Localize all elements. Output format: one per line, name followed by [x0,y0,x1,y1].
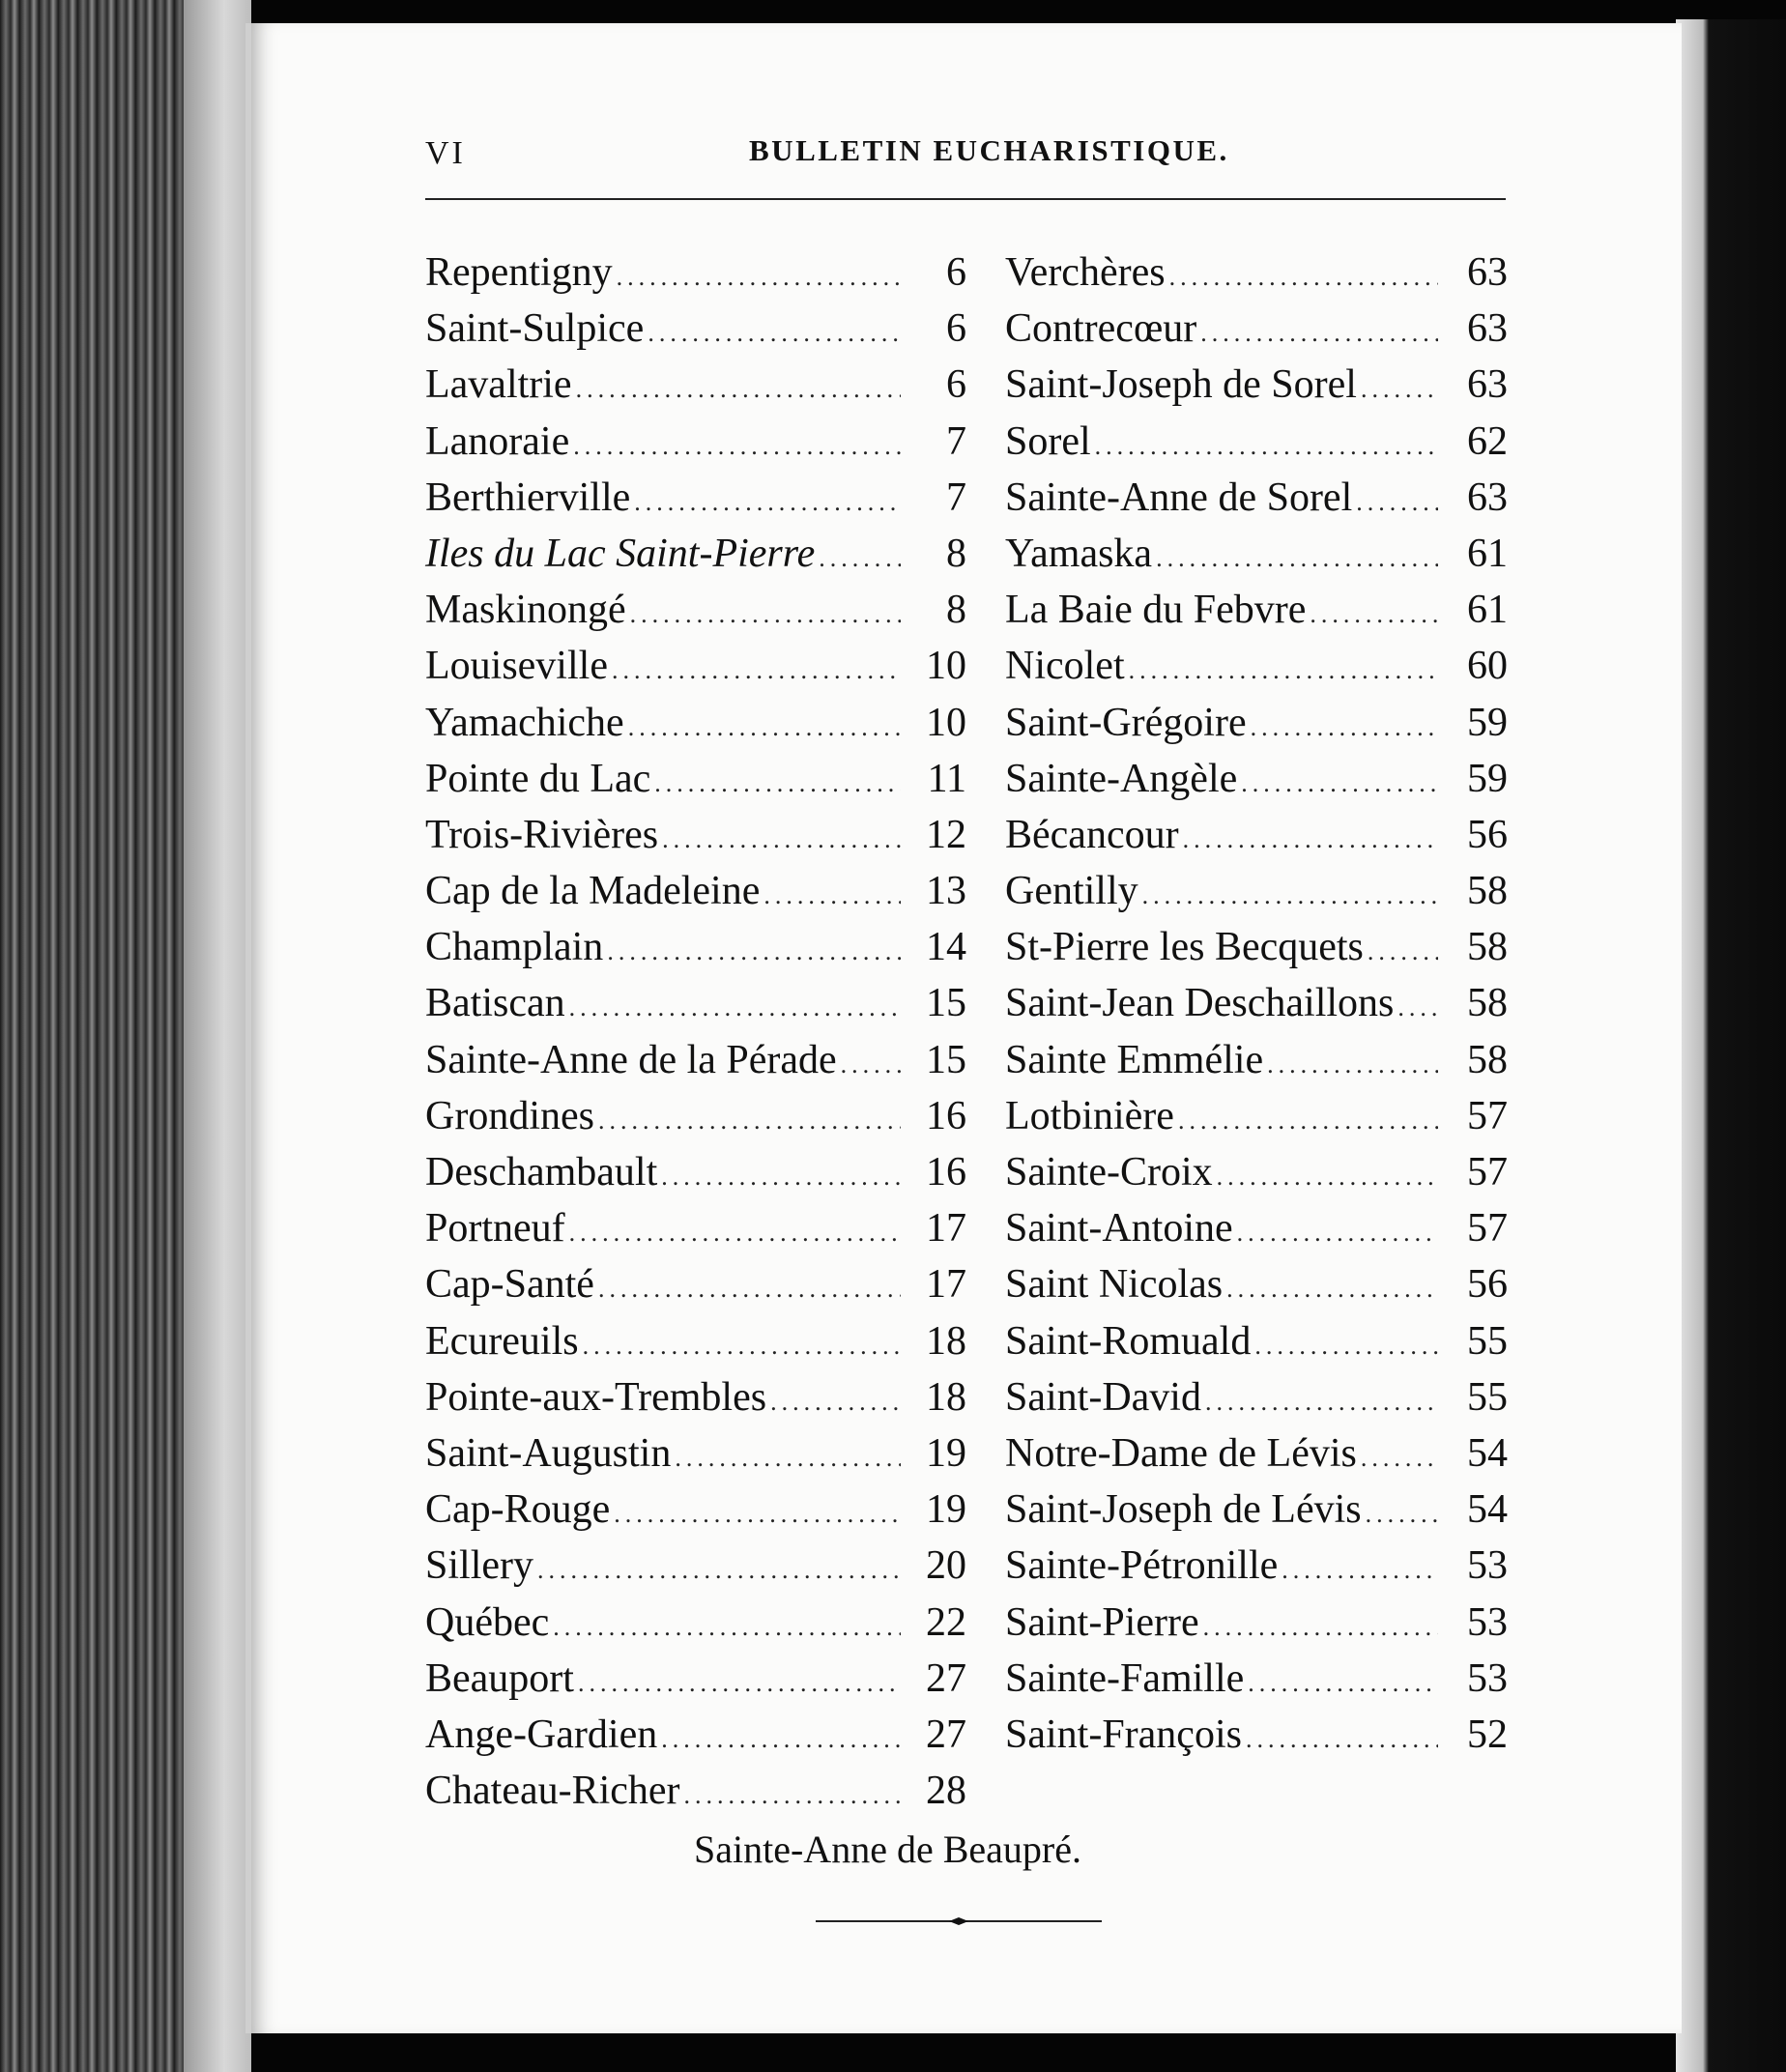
place-name: Repentigny [425,250,613,295]
dot-leader [1183,825,1438,854]
page-reference: 13 [926,869,966,914]
page-reference: 60 [1467,644,1508,689]
page-reference: 17 [926,1206,966,1252]
index-entry [1005,924,1508,980]
index-entry [425,1712,966,1768]
dot-leader [819,544,901,573]
index-entry [425,980,966,1036]
dot-leader [1368,937,1438,966]
place-name: Ange-Gardien [425,1712,658,1757]
page-reference: 58 [1467,869,1508,914]
place-name: Lavaltrie [425,362,572,408]
page-reference: 61 [1467,588,1508,633]
place-name: Portneuf [425,1206,565,1252]
page-reference: 59 [1467,756,1508,801]
index-entry [1005,587,1508,643]
page-reference: 14 [926,925,966,970]
dot-leader [598,1275,901,1304]
dot-leader [1248,1669,1438,1698]
index-entry [1005,1486,1508,1542]
page-reference: 57 [1467,1206,1508,1252]
index-entry [1005,1261,1508,1317]
page-reference: 15 [926,981,966,1026]
place-name: Saint-Antoine [1005,1206,1233,1252]
page-reference: 6 [946,362,966,408]
index-entry [1005,1093,1508,1149]
index-entry [425,305,966,361]
index-entry [1005,475,1508,531]
dot-leader [648,319,901,348]
page-number: VI [425,135,466,171]
closing-line: Sainte-Anne de Beaupré. [694,1827,1081,1871]
page-reference: 53 [1467,1655,1508,1701]
index-entry [425,1486,966,1542]
place-name: St-Pierre les Becquets [1005,925,1364,970]
dot-leader [1095,432,1438,461]
dot-leader [598,1107,901,1136]
index-entry [1005,1655,1508,1712]
dot-leader [612,656,901,685]
place-name: Nicolet [1005,644,1125,689]
page-reference: 63 [1467,306,1508,352]
page-reference: 54 [1467,1430,1508,1476]
place-name: Sainte Emmélie [1005,1037,1264,1082]
page-reference: 57 [1467,1093,1508,1138]
index-entry [1005,700,1508,756]
dot-leader [1310,600,1438,629]
place-name: Verchères [1005,250,1166,295]
index-entry [425,418,966,475]
place-name: Pointe du Lac [425,756,651,801]
place-name: Iles du Lac Saint-Pierre [425,531,816,576]
dot-leader [630,600,901,629]
dot-leader [1203,1613,1438,1642]
place-name: Yamachiche [425,700,624,745]
place-name: Sillery [425,1543,533,1589]
page-reference: 52 [1467,1712,1508,1757]
dot-leader [1200,319,1438,348]
page-reference: 27 [926,1655,966,1701]
page-reference: 19 [926,1430,966,1476]
place-name: Québec [425,1599,550,1645]
dot-leader [1142,881,1438,910]
index-entry [1005,361,1508,417]
place-name: Contrecœur [1005,306,1197,352]
place-name: Chateau-Richer [425,1769,680,1814]
index-entry [1005,249,1508,305]
dot-leader [537,1556,901,1585]
place-name: Champlain [425,925,604,970]
dot-leader [553,1613,901,1642]
dot-leader [1254,1332,1438,1361]
page-reference: 58 [1467,925,1508,970]
dot-leader [662,825,901,854]
page-reference: 16 [926,1093,966,1138]
page-reference: 17 [926,1262,966,1308]
index-entry [1005,1542,1508,1598]
page-reference: 7 [946,475,966,520]
index-entry [425,1430,966,1486]
place-name: Ecureuils [425,1318,579,1364]
index-column-right [1005,249,1508,1768]
index-entry [1005,812,1508,868]
page-reference: 63 [1467,362,1508,408]
running-head [425,122,1614,170]
dot-leader [569,993,901,1022]
dot-leader [583,1332,901,1361]
dot-leader [578,1669,901,1698]
place-name: Saint-Joseph de Lévis [1005,1487,1362,1533]
index-entry [1005,305,1508,361]
place-name: Saint-François [1005,1712,1242,1757]
place-name: Saint-Augustin [425,1430,672,1476]
dot-leader [1169,263,1438,292]
page-reference: 55 [1467,1318,1508,1364]
index-entry [1005,756,1508,812]
dot-leader [1237,1219,1438,1248]
place-name: Sainte-Anne de Sorel [1005,475,1353,520]
dot-leader [1361,375,1438,404]
place-name: Deschambault [425,1150,658,1194]
dot-leader [1246,1725,1438,1754]
tailpiece-ornament [816,1916,1102,1926]
index-entry [425,1261,966,1317]
index-entry [425,1374,966,1430]
dot-leader [654,769,901,798]
scan-border-right [1676,19,1786,2072]
index-entry [425,361,966,417]
index-entry [425,924,966,980]
index-entry [425,1093,966,1149]
dot-leader [1205,1388,1438,1417]
page-reference: 22 [926,1599,966,1645]
index-entry [425,1542,966,1598]
place-name: Batiscan [425,981,565,1026]
index-entry [425,475,966,531]
page-reference: 56 [1467,1262,1508,1308]
page-reference: 7 [946,418,966,464]
dot-leader [569,1219,901,1248]
page-reference: 18 [926,1318,966,1364]
header-rule [425,198,1506,200]
place-name: Lanoraie [425,418,570,464]
index-entry [425,1768,966,1824]
page-reference: 59 [1467,700,1508,745]
index-entry [425,531,966,587]
dot-leader [617,263,901,292]
index-entry [1005,531,1508,587]
page-reference: 54 [1467,1487,1508,1533]
index-entry [425,1599,966,1655]
page-reference: 57 [1467,1150,1508,1194]
running-title: BULLETIN EUCHARISTIQUE. [749,133,1229,167]
dot-leader [841,1050,901,1079]
dot-leader [770,1388,901,1417]
place-name: Saint-Romuald [1005,1318,1252,1364]
place-name: Maskinongé [425,588,626,633]
page-reference: 18 [926,1374,966,1420]
page-reference: 61 [1467,531,1508,576]
index-entry [1005,1149,1508,1205]
index-entry [425,1205,966,1261]
place-name: Saint-Jean Deschaillons [1005,981,1395,1026]
dot-leader [661,1725,901,1754]
dot-leader [684,1781,901,1810]
place-name: Sainte-Croix [1005,1150,1213,1194]
dot-leader [607,937,901,966]
page-reference: 62 [1467,418,1508,464]
dot-leader [1397,993,1438,1022]
index-entry [1005,868,1508,924]
dot-leader [1217,1163,1438,1192]
place-name: Saint-Grégoire [1005,700,1247,745]
page-reference: 53 [1467,1599,1508,1645]
dot-leader [1241,769,1438,798]
place-name: Saint-Joseph de Sorel [1005,362,1357,408]
page-reference: 10 [926,700,966,745]
page-reference: 28 [926,1769,966,1814]
dot-leader [634,488,901,517]
dot-leader [614,1500,901,1529]
place-name: Saint-David [1005,1374,1201,1420]
page-reference: 15 [926,1037,966,1082]
place-name: Cap de la Madeleine [425,869,761,914]
page-reference: 55 [1467,1374,1508,1420]
place-name: Sainte-Angèle [1005,756,1238,801]
page-reference: 12 [926,812,966,857]
place-name: Gentilly [1005,869,1138,914]
dot-leader [1156,544,1438,573]
book-page-edges [0,0,251,2072]
index-entry [425,812,966,868]
page-reference: 53 [1467,1543,1508,1589]
page-reference: 8 [946,531,966,576]
place-name: Louiseville [425,644,608,689]
index-entry [1005,1374,1508,1430]
place-name: Notre-Dame de Lévis [1005,1430,1357,1476]
page-reference: 63 [1467,250,1508,295]
place-name: Lotbinière [1005,1093,1174,1138]
place-name: Yamaska [1005,531,1153,576]
place-name: Pointe-aux-Trembles [425,1374,767,1420]
page-reference: 6 [946,250,966,295]
dot-leader [1251,713,1438,742]
page-reference: 20 [926,1543,966,1589]
index-entry [1005,1037,1508,1093]
index-entry [425,249,966,305]
index-entry [1005,980,1508,1036]
dot-leader [1356,488,1438,517]
page-reference: 10 [926,644,966,689]
place-name: Saint Nicolas [1005,1262,1224,1308]
place-name: Bécancour [1005,812,1179,857]
place-name: Saint-Sulpice [425,306,645,352]
index-entry [425,1037,966,1093]
place-name: Berthierville [425,475,631,520]
place-name: Beauport [425,1655,574,1701]
page-reference: 8 [946,588,966,633]
index-entry [1005,1318,1508,1374]
dot-leader [675,1444,901,1473]
index-entry [425,1655,966,1712]
page-reference: 16 [926,1150,966,1194]
place-name: Cap-Rouge [425,1487,611,1533]
page-reference: 58 [1467,981,1508,1026]
place-name: Sorel [1005,418,1091,464]
index-column-left [425,249,966,1824]
dot-leader [573,432,901,461]
dot-leader [628,713,901,742]
dot-leader [1178,1107,1438,1136]
index-entry [425,868,966,924]
dot-leader [661,1163,901,1192]
place-name: Saint-Pierre [1005,1599,1199,1645]
index-entry [425,1149,966,1205]
dot-leader [1226,1275,1438,1304]
place-name: Sainte-Famille [1005,1655,1245,1701]
dot-leader [763,881,901,910]
index-entry [425,643,966,699]
dot-leader [1366,1500,1438,1529]
index-entry [1005,1712,1508,1768]
page-reference: 19 [926,1487,966,1533]
dot-leader [1267,1050,1438,1079]
dot-leader [1129,656,1438,685]
index-entry [1005,643,1508,699]
dot-leader [576,375,901,404]
dot-leader [1282,1556,1438,1585]
dot-leader [1361,1444,1438,1473]
page-reference: 58 [1467,1037,1508,1082]
place-name: Trois-Rivières [425,812,659,857]
index-entry [425,587,966,643]
index-entry [1005,1599,1508,1655]
page-reference: 56 [1467,812,1508,857]
place-name: Grondines [425,1093,594,1138]
place-name: La Baie du Febvre [1005,588,1307,633]
page-reference: 27 [926,1712,966,1757]
index-entry [425,1318,966,1374]
page-reference: 11 [927,756,966,801]
page-reference: 63 [1467,475,1508,520]
index-entry [425,756,966,812]
index-entry [1005,418,1508,475]
place-name: Sainte-Pétronille [1005,1543,1279,1589]
page-reference: 6 [946,306,966,352]
index-entry [1005,1430,1508,1486]
index-entry [1005,1205,1508,1261]
index-entry [425,700,966,756]
place-name: Cap-Santé [425,1262,594,1308]
place-name: Sainte-Anne de la Pérade [425,1037,837,1082]
